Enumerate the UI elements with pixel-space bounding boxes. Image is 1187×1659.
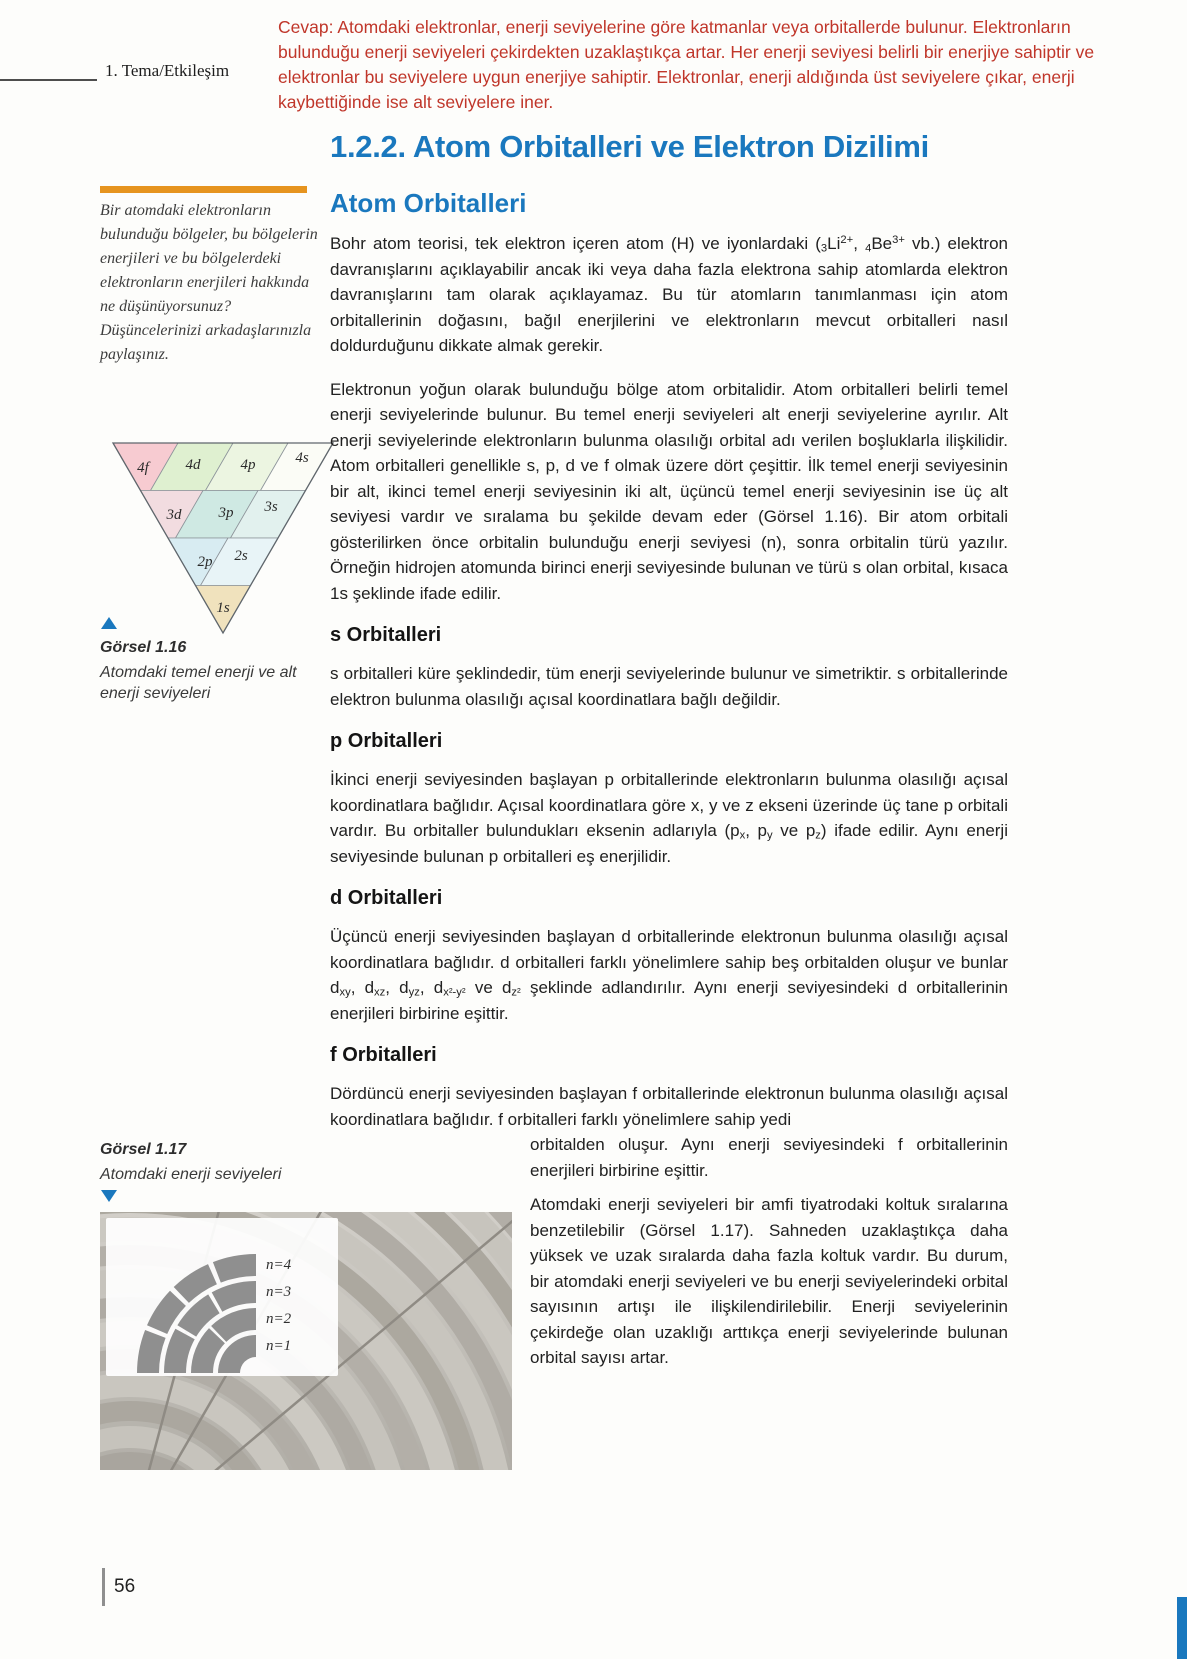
orbital-label: 3s	[264, 499, 278, 515]
page-title: 1.2.2. Atom Orbitalleri ve Elektron Dizilimi	[330, 129, 929, 164]
figure-16-caption: Atomdaki temel enerji ve alt enerji seviyeleri	[100, 664, 297, 702]
orbital-label: 1s	[216, 600, 230, 616]
heading-d-orbitals: d Orbitalleri	[330, 887, 443, 909]
level-label-n4: n=4	[266, 1257, 292, 1273]
paragraph-bohr-theory: Bohr atom teorisi, tek elektron içeren atom (H) ve iyonlardaki ($_3Li^{2+}$, $_4Be^{3+}$ vb.) elektron davranışlarını açıklayabilir ancak iki veya daha fazla elektrona sahip atomlarda elektron davranışlarını tam olarak açıklayamaz. Bu tür atomların tanımlanması için atom orbitallerinin doğasını, bağıl enerjilerini ve elektronların mevcut orbitalleri nasıl doldurduğunu dikkate almak gerekir.	[330, 233, 1009, 355]
header-rule	[0, 79, 97, 81]
orbital-label: 4s	[295, 450, 309, 466]
triangle-down-icon	[101, 1190, 117, 1202]
paragraph-p-orbitals: İkinci enerji seviyesinden başlayan p orbitallerinde elektronların bulunma olasılığı açısal koordinatlara bağlıdır. Açısal koordinatlara göre x, y ve z ekseni üzerinde üç tane p orbitali vardır. Bu orbitaller bulundukları eksenin adlarıyla ($p_x$, $p_y$ ve $p_z$) ifade edilir. Aynı enerji seviyesinde bulunan p orbitalleri eş enerjilidir.	[330, 770, 1008, 866]
think-box-accent-bar	[100, 186, 307, 193]
theme-header: 1. Tema/Etkileşim	[105, 61, 230, 80]
page-number-rule	[102, 1568, 105, 1606]
chapter-corner-tab	[1177, 1597, 1187, 1659]
figure-17-label: Görsel 1.17	[100, 1141, 187, 1158]
answer-note: Cevap: Atomdaki elektronlar, enerji seviyelerine göre katmanlar veya orbitallerde bulunur. Elektronların bulunduğu enerji seviyeleri çekirdekten uzaklaştıkça artar. Her enerji seviyesi belirli bir enerjiye sahiptir ve elektronlar bu seviyelere uygun enerjiye sahiptir. Elektronlar, enerji aldığında üst seviyelere çıkar, enerji kaybettiğinde ise alt seviyelere iner.	[278, 17, 1095, 112]
level-label-n2: n=2	[266, 1311, 292, 1327]
paragraph-f-orbitals-cont: orbitalden oluşur. Aynı enerji seviyesindeki f orbitallerinin enerjileri birbirine eşittir.	[530, 1135, 1008, 1180]
orbital-label: 4f	[137, 460, 149, 476]
section-heading-atom-orbitalleri: Atom Orbitalleri	[330, 188, 527, 218]
orbital-label: 4d	[185, 457, 201, 473]
page-number: 56	[114, 1576, 136, 1597]
amphitheater-photo	[100, 1212, 512, 1470]
energy-pyramid-figure	[98, 438, 348, 638]
paragraph-amphitheater-analogy: Atomdaki enerji seviyeleri bir amfi tiyatrodaki koltuk sıralarına benzetilebilir (Görsel 1.17). Sahneden uzaklaştıkça daha yüksek ve uzak sıralarda daha fazla koltuk vardır. Bu durum, bir atomdaki enerji seviyeleri ve bu enerji seviyelerindeki orbital sayısının artışı ile ilişkilendirilebilir. Enerji seviyelerinin çekirdeğe olan uzaklığı arttıkça enerji seviyelerinde bulunan orbital sayısı artar.	[530, 1195, 1008, 1367]
heading-f-orbitals: f Orbitalleri	[330, 1044, 437, 1066]
orbital-label: 4p	[240, 457, 256, 473]
figure-16-label: Görsel 1.16	[100, 639, 187, 656]
energy-level-inset	[106, 1218, 338, 1376]
paragraph-f-orbitals-intro: Dördüncü enerji seviyesinden başlayan f orbitallerinde elektronun bulunma olasılığı açısal koordinatlara bağlıdır. f orbitalleri farklı yönelimlere sahip yedi	[330, 1084, 1008, 1129]
figure-17-caption: Atomdaki enerji seviyeleri	[100, 1166, 282, 1183]
orbital-label: 2p	[197, 554, 213, 570]
level-label-n1: n=1	[266, 1338, 292, 1354]
heading-p-orbitals: p Orbitalleri	[330, 730, 443, 752]
orbital-label: 3p	[218, 505, 234, 521]
level-label-n3: n=3	[266, 1284, 292, 1300]
paragraph-orbital-definition: Elektronun yoğun olarak bulunduğu bölge atom orbitalidir. Atom orbitalleri belirli temel enerji seviyelerinde bulunur. Bu temel enerji seviyeleri alt enerji seviyelerine ayrılır. Alt enerji seviyelerinde elektronların bulunma olasılığı orbital adı verilen boşluklarla ilişkilidir. Atom orbitalleri genellikle s, p, d ve f olmak üzere dört çeşittir. İlk temel enerji seviyesinin bir alt, ikinci temel enerji seviyesinin iki alt, üçüncü temel enerji seviyesinin ise üç alt seviyesi vardır ve sıralama bu şekilde devam eder (Görsel 1.16). Bir atom orbitali gösterilirken önce orbitalin bulunduğu enerji seviyesi (n), sonra orbitalin türü yazılır. Örneğin hidrojen atomunda birinci enerji seviyesinde bulunan ve türü s olan orbital, kısaca 1s şeklinde ifade edilir.	[330, 379, 1008, 603]
orbital-label: 2s	[234, 548, 248, 564]
paragraph-d-orbitals: Üçüncü enerji seviyesinden başlayan d orbitallerinde elektronun bulunma olasılığı açısal koordinatlara bağlıdır. d orbitalleri farklı yönelimlere sahip beş orbitalden oluşur ve bunlar $d_{xy}$, $d_{xz}$, $d_{yz}$, $d_{x^2-y^2}$ ve $d_{z^2}$ şeklinde adlandırılır. Aynı enerji seviyesindeki d orbitallerinin enerjileri birbirine eşittir.	[330, 927, 1009, 1023]
orbital-label: 3d	[166, 507, 182, 523]
triangle-up-icon	[101, 617, 117, 629]
paragraph-s-orbitals: s orbitalleri küre şeklindedir, tüm enerji seviyelerinde bulunur ve simetriktir. s orbitallerinde elektron bulunma olasılığı açısal koordinatlara bağlı değildir.	[330, 664, 1008, 709]
think-box-text: Bir atomdaki elektronların bulunduğu bölgeler, bu bölgelerin enerjileri ve bu bölgelerdeki elektronların enerjileri hakkında ne düşünüyorsunuz? Düşüncelerinizi arkadaşlarınızla paylaşınız.	[100, 202, 318, 363]
heading-s-orbitals: s Orbitalleri	[330, 624, 442, 646]
